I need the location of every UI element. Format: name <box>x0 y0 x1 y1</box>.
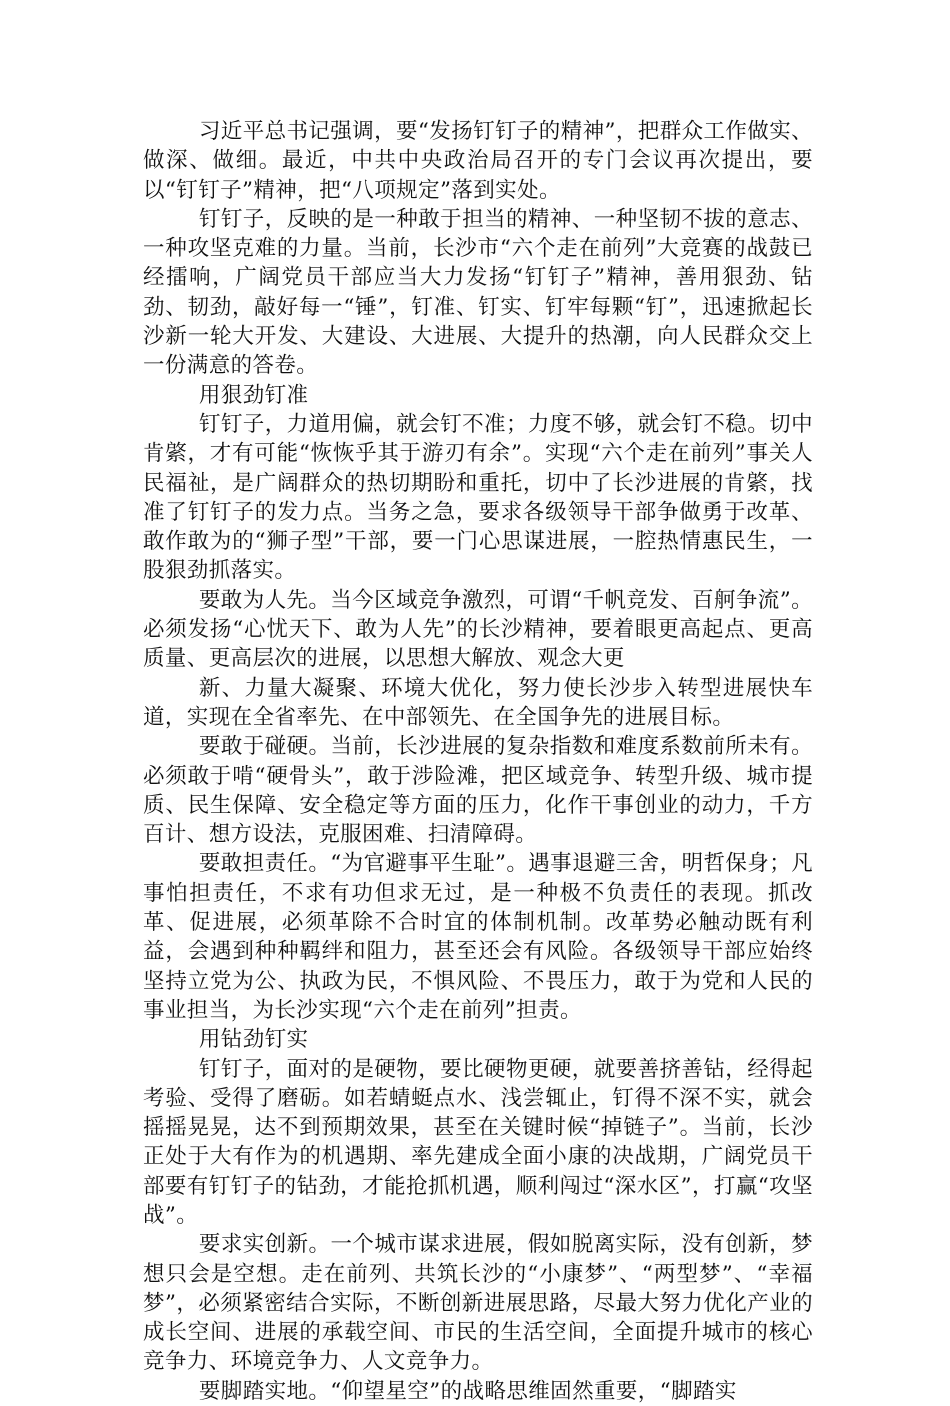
paragraph-innovation: 要求实创新。一个城市谋求进展，假如脱离实际，没有创新，梦想只会是空想。走在前列、共筑长沙的“小康梦”、“两型梦”、“幸福梦”，必须紧密结合实际，不断创新进展思路，尽最大努力优化产业的成长空间、进展的承载空间、市民的生活空间，全面提升城市的核心竞争力、环境竞争力、人文竞争力。 <box>143 1232 813 1375</box>
paragraph-down-to-earth: 要脚踏实地。“仰望星空”的战略思维固然重要，“脚踏实 <box>198 1378 737 1404</box>
paragraph-pioneer-cont: 新、力量大凝聚、环境大优化，努力使长沙步入转型进展快车道，实现在全省率先、在中部领先、在全国争先的进展目标。 <box>143 675 813 730</box>
section-heading-precision: 用狠劲钉准 <box>198 382 309 408</box>
paragraph-pioneer: 要敢为人先。当今区域竞争激烈，可谓“千帆竞发、百舸争流”。必须发扬“心忧天下、敢为人先”的长沙精神，要着眼更高起点、更高质量、更高层次的进展，以思想大解放、观念大更 <box>143 587 813 672</box>
paragraph-tackle: 要敢于碰硬。当前，长沙进展的复杂指数和难度系数前所未有。必须敢于啃“硬骨头”，敢于涉险滩，把区域竞争、转型升级、城市提质、民生保障、安全稳定等方面的压力，化作干事创业的动力，千方百计、想方设法，克服困难、扫清障碍。 <box>143 734 813 848</box>
section-heading-solid: 用钻劲钉实 <box>198 1027 309 1053</box>
paragraph-responsibility: 要敢担责任。“为官避事平生耻”。遇事退避三舍，明哲保身；凡事怕担责任，不求有功但求无过，是一种极不负责任的表现。抓改革、促进展，必须革除不合时宜的体制机制。改革势必触动既有利益，会遇到种种羁绊和阻力，甚至还会有风险。各级领导干部应始终坚持立党为公、执政为民，不惧风险、不畏压力，敢于为党和人民的事业担当，为长沙实现“六个走在前列”担责。 <box>143 851 813 1023</box>
document-body <box>143 117 813 1406</box>
paragraph-spirit: 钉钉子，反映的是一种敢于担当的精神、一种坚韧不拔的意志、一种攻坚克难的力量。当前，长沙市“六个走在前列”大竞赛的战鼓已经擂响，广阔党员干部应当大力发扬“钉钉子”精神，善用狠劲、钻劲、韧劲，敲好每一“锤”，钉准、钉实、钉牢每颗“钉”，迅速掀起长沙新一轮大开发、大建设、大进展、大提升的热潮，向人民群众交上一份满意的答卷。 <box>143 206 813 379</box>
paragraph-precision: 钉钉子，力道用偏，就会钉不准；力度不够，就会钉不稳。切中肯綮，才有可能“恢恢乎其于游刃有余”。实现“六个走在前列”事关人民福祉，是广阔群众的热切期盼和重托，切中了长沙进展的肯綮，找准了钉钉子的发力点。当务之急，要求各级领导干部争做勇于改革、敢作敢为的“狮子型”干部，要一门心思谋进展，一腔热情惠民生，一股狠劲抓落实。 <box>143 411 813 584</box>
paragraph-solid: 钉钉子，面对的是硬物，要比硬物更硬，就要善挤善钻，经得起考验、受得了磨砺。如若蜻蜓点水、浅尝辄止，钉得不深不实，就会摇摇晃晃，达不到预期效果，甚至在关键时候“掉链子”。当前，长沙正处于大有作为的机遇期、率先建成全面小康的决战期，广阔党员干部要有钉钉子的钻劲，才能抢抓机遇，顺利闯过“深水区”，打赢“攻坚战”。 <box>143 1056 813 1228</box>
paragraph-intro: 习近平总书记强调，要“发扬钉钉子的精神”，把群众工作做实、做深、做细。最近，中共中央政治局召开的专门会议再次提出，要以“钉钉子”精神，把“八项规定”落到实处。 <box>143 119 813 203</box>
